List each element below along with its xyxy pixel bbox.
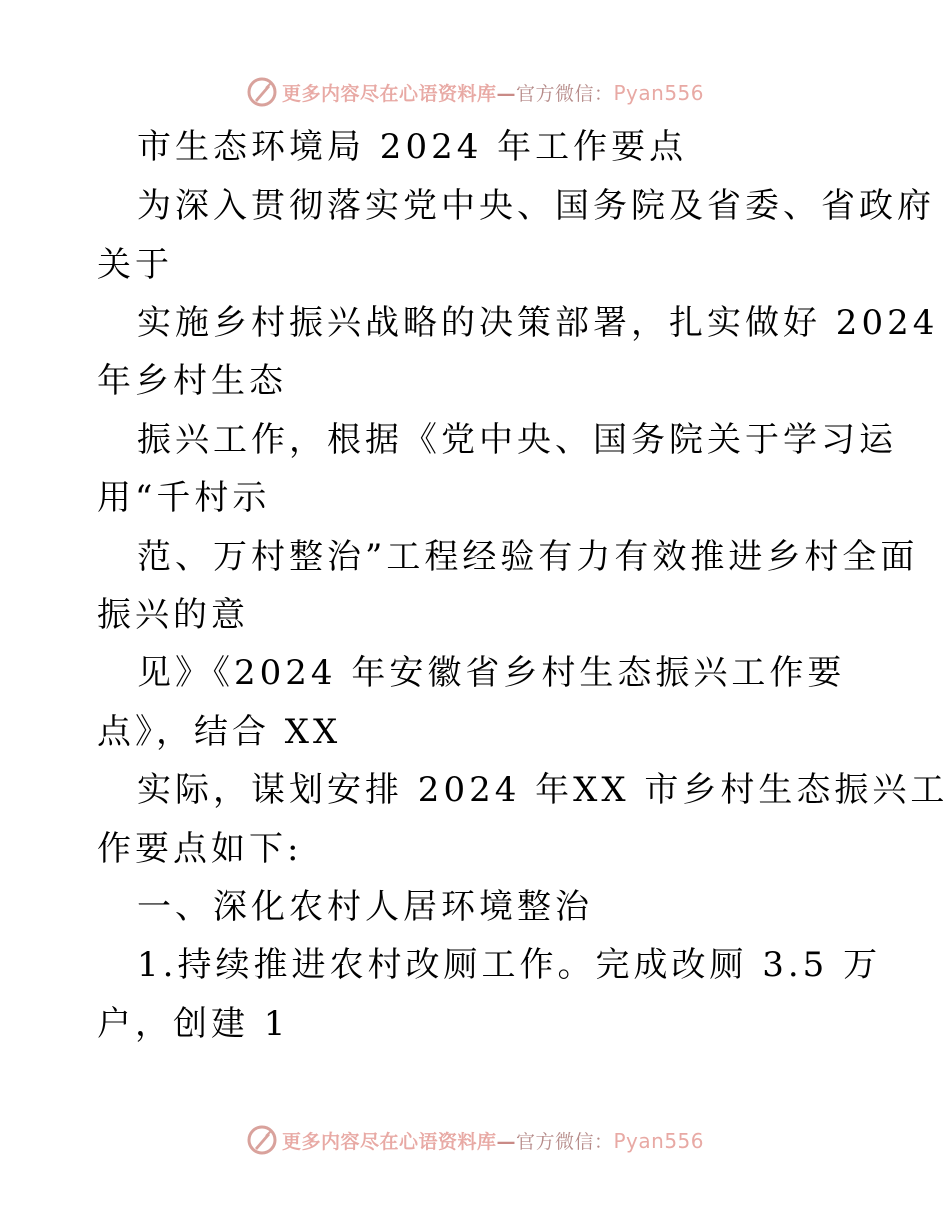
watermark-official: 官方微信： xyxy=(515,1130,614,1153)
doc-line: 见》《2024 年安徽省乡村生态振兴工作要 xyxy=(137,653,846,693)
watermark-text xyxy=(282,1127,704,1154)
doc-line: 1.持续推进农村改厕工作。完成改厕 3.5 万 xyxy=(137,945,882,985)
watermark-main: 更多内容尽在心语资料库 xyxy=(281,82,497,105)
section-heading: 一、深化农村人居环境整治 xyxy=(137,887,593,927)
doc-line: 年乡村生态 xyxy=(97,361,287,401)
doc-line: 作要点如下: xyxy=(97,829,303,869)
footer-watermark xyxy=(0,1120,950,1160)
doc-line: 振兴的意 xyxy=(97,595,249,635)
doc-line: 为深入贯彻落实党中央、国务院及省委、省政府 xyxy=(137,186,935,226)
doc-line: 点》，结合 XX xyxy=(97,712,342,752)
header-watermark xyxy=(0,72,950,112)
doc-line: 实施乡村振兴战略的决策部署，扎实做好 2024 xyxy=(137,303,939,343)
quill-logo-icon xyxy=(246,1124,278,1156)
watermark-dash: — xyxy=(496,1130,516,1153)
doc-line: 关于 xyxy=(97,245,173,285)
doc-line: 用“千村示 xyxy=(97,478,271,518)
watermark-main: 更多内容尽在心语资料库 xyxy=(281,1130,497,1153)
watermark-official: 官方微信： xyxy=(515,82,614,105)
watermark-id: Pyan556 xyxy=(613,1128,705,1153)
doc-line: 户，创建 1 xyxy=(97,1004,290,1044)
doc-title: 市生态环境局 2024 年工作要点 xyxy=(137,127,688,167)
doc-line: 实际，谋划安排 2024 年XX 市乡村生态振兴工 xyxy=(137,770,949,810)
quill-logo-icon xyxy=(246,76,278,108)
watermark-dash: — xyxy=(496,82,516,105)
watermark-id: Pyan556 xyxy=(613,80,705,105)
watermark-text xyxy=(282,79,704,106)
doc-line: 振兴工作，根据《党中央、国务院关于学习运 xyxy=(137,420,897,460)
doc-line: 范、万村整治”工程经验有力有效推进乡村全面 xyxy=(137,537,919,577)
